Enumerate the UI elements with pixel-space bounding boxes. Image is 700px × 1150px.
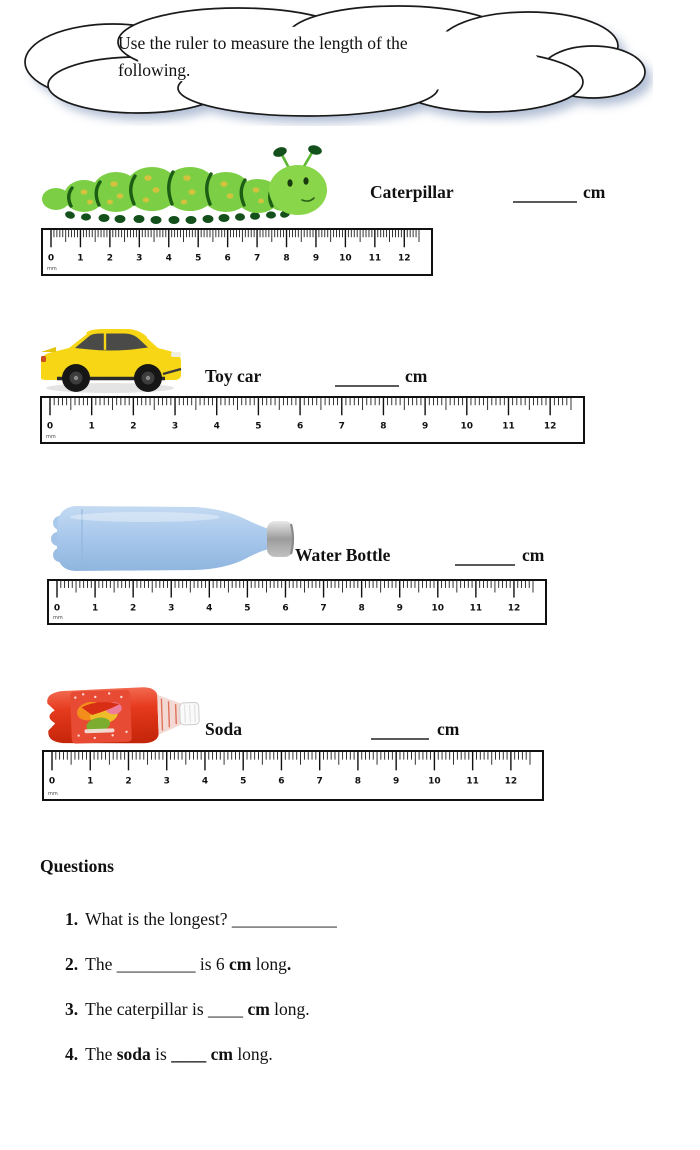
svg-text:5: 5 <box>244 603 251 614</box>
svg-text:9: 9 <box>393 776 400 787</box>
instructions-text: Use the ruler to measure the length of the following. <box>118 33 408 81</box>
question-text: The <box>85 1044 117 1064</box>
svg-text:12: 12 <box>504 776 518 787</box>
toy-car-illustration <box>35 318 185 398</box>
water-bottle-illustration <box>45 500 295 578</box>
question-text: The caterpillar is ____ <box>85 999 248 1019</box>
svg-text:11: 11 <box>469 603 483 614</box>
svg-text:1: 1 <box>88 421 95 432</box>
svg-text:9: 9 <box>421 421 429 432</box>
svg-text:12: 12 <box>507 603 521 614</box>
item-label-toy-car: Toy car <box>205 366 262 386</box>
item-label-caterpillar: Caterpillar <box>370 182 454 202</box>
svg-text:10: 10 <box>460 421 474 432</box>
svg-text:mm: mm <box>53 615 63 621</box>
ruler-caterpillar <box>41 228 433 276</box>
caterpillar-illustration <box>40 144 330 224</box>
question-text: long <box>251 954 287 974</box>
svg-text:10: 10 <box>339 253 352 264</box>
svg-text:8: 8 <box>358 603 365 614</box>
svg-text:7: 7 <box>253 253 261 264</box>
svg-text:1: 1 <box>77 253 84 264</box>
question-number: 4. <box>65 1044 79 1064</box>
question-number: 3. <box>65 999 79 1019</box>
svg-text:4: 4 <box>213 421 220 432</box>
svg-text:5: 5 <box>255 421 262 432</box>
unit-label-soda: cm <box>437 719 460 739</box>
svg-text:1: 1 <box>91 603 99 614</box>
question-row <box>65 999 660 1020</box>
ruler-toy-car <box>40 396 585 444</box>
svg-text:3: 3 <box>171 421 179 432</box>
question-text: The _________ is 6 <box>85 954 230 974</box>
svg-text:4: 4 <box>201 776 209 787</box>
svg-text:3: 3 <box>168 603 175 614</box>
svg-text:8: 8 <box>283 253 290 264</box>
svg-text:6: 6 <box>282 603 289 614</box>
question-number: 2. <box>65 954 79 974</box>
svg-text:7: 7 <box>338 421 345 432</box>
answer-blank-toy-car[interactable] <box>335 385 399 387</box>
svg-text:5: 5 <box>195 253 202 264</box>
svg-text:10: 10 <box>428 776 441 787</box>
questions-heading: Questions <box>40 856 114 876</box>
question-row <box>65 954 660 975</box>
unit-label-water-bottle: cm <box>522 545 545 565</box>
svg-text:3: 3 <box>136 253 143 264</box>
question-text: long. <box>269 999 310 1019</box>
question-text: . <box>286 954 292 974</box>
soda-bottle-illustration <box>37 681 207 753</box>
svg-text:8: 8 <box>380 421 387 432</box>
question-text: cm <box>247 999 270 1019</box>
svg-text:1: 1 <box>87 776 94 787</box>
svg-text:10: 10 <box>431 603 445 614</box>
svg-text:9: 9 <box>396 603 403 614</box>
svg-text:8: 8 <box>354 776 362 787</box>
question-text: long. <box>232 1044 273 1064</box>
svg-text:mm: mm <box>46 434 56 440</box>
svg-text:9: 9 <box>312 253 320 264</box>
svg-text:12: 12 <box>543 421 557 432</box>
svg-text:6: 6 <box>278 776 285 787</box>
svg-text:2: 2 <box>130 421 137 432</box>
svg-text:0: 0 <box>47 253 55 264</box>
svg-text:2: 2 <box>125 776 132 787</box>
svg-text:mm: mm <box>47 266 57 272</box>
svg-text:6: 6 <box>296 421 304 432</box>
question-text: What is the longest? ____________ <box>85 909 337 929</box>
question-text: cm <box>210 1044 233 1064</box>
ruler-soda <box>42 750 544 801</box>
question-row <box>65 1044 660 1065</box>
svg-text:5: 5 <box>240 776 247 787</box>
item-label-water-bottle: Water Bottle <box>295 545 391 565</box>
svg-text:7: 7 <box>316 776 323 787</box>
svg-text:2: 2 <box>130 603 137 614</box>
svg-text:11: 11 <box>466 776 479 787</box>
svg-text:0: 0 <box>48 776 56 787</box>
svg-text:0: 0 <box>46 421 54 432</box>
question-text: soda <box>116 1044 151 1064</box>
svg-text:0: 0 <box>53 603 61 614</box>
svg-text:11: 11 <box>368 253 382 264</box>
question-number: 1. <box>65 909 79 929</box>
item-label-soda: Soda <box>205 719 242 739</box>
svg-text:6: 6 <box>224 253 231 264</box>
question-text: cm <box>229 954 252 974</box>
svg-text:3: 3 <box>163 776 170 787</box>
question-text: is <box>150 1044 172 1064</box>
svg-text:4: 4 <box>165 253 172 264</box>
svg-text:mm: mm <box>48 791 58 797</box>
question-text: ____ <box>171 1044 207 1064</box>
answer-blank-caterpillar[interactable] <box>513 201 577 203</box>
unit-label-toy-car: cm <box>405 366 428 386</box>
answer-blank-water-bottle[interactable] <box>455 564 515 566</box>
unit-label-caterpillar: cm <box>583 182 606 202</box>
questions-list <box>40 909 660 1065</box>
question-row <box>65 909 660 930</box>
svg-text:2: 2 <box>106 253 114 264</box>
answer-blank-soda[interactable] <box>371 738 429 740</box>
ruler-water-bottle <box>47 579 547 625</box>
questions-section <box>40 856 660 1089</box>
svg-text:12: 12 <box>398 253 411 264</box>
svg-text:4: 4 <box>206 603 213 614</box>
svg-text:11: 11 <box>502 421 515 432</box>
svg-text:7: 7 <box>320 603 327 614</box>
